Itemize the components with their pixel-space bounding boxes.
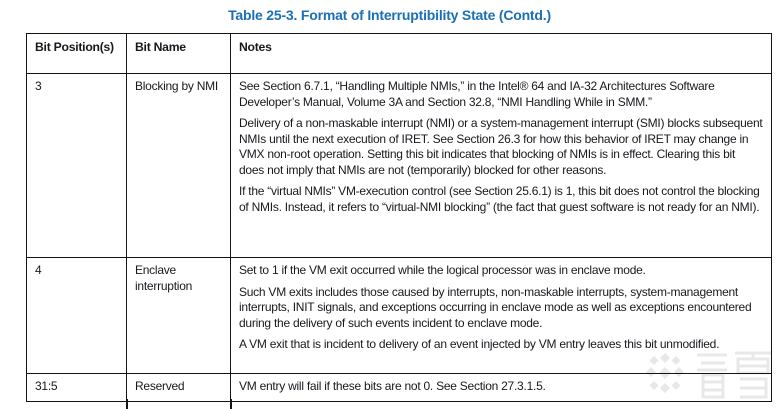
cropped-row-divider xyxy=(126,399,128,409)
note-paragraph: Set to 1 if the VM exit occurred while the logical processor was in enclave mode. xyxy=(239,263,646,277)
note-paragraph: See Section 6.7.1, “Handling Multiple NMIs,” in the Intel® 64 and IA-32 Architectures Software Developer’s Manual, Volume 3A and Section 32.8, “NMI Handling While in SMM.” xyxy=(239,79,715,109)
notes-cell xyxy=(231,74,772,258)
note-paragraph: Delivery of a non-maskable interrupt (NMI) or a system-management interrupt (SMI) blocks subsequent NMIs until the next execution of IRET. See Section 26.3 for how this behavior of IRET may change in VMX non-root operation. Setting this bit indicates that blocking of NMIs is in effect. Clearing this bit does not imply that NMIs are not (temporarily) blocked for other reasons. xyxy=(239,116,763,177)
notes-cell xyxy=(231,258,772,374)
note-paragraph: If the “virtual NMIs” VM-execution control (see Section 25.6.1) is 1, this bit does not control the blocking of NMIs. Instead, it refers to “virtual-NMI blocking” (the fact that guest software is not ready for an NMI). xyxy=(239,184,760,214)
page-title: Table 25-3. Format of Interruptibility State (Contd.) xyxy=(228,7,551,23)
bit-name-cell: Reserved xyxy=(127,374,231,402)
header-bit-name: Bit Name xyxy=(127,34,231,74)
note-paragraph: VM entry will fail if these bits are not 0. See Section 27.3.1.5. xyxy=(239,379,546,393)
bit-name-cell: Enclave interruption xyxy=(127,258,231,374)
table-row-bit-4 xyxy=(27,258,772,374)
notes-cell xyxy=(231,374,772,402)
bit-position-cell: 3 xyxy=(27,74,127,258)
table-row-bit-3 xyxy=(27,74,772,258)
interruptibility-state-table xyxy=(26,33,772,402)
note-paragraph: Such VM exits includes those caused by interrupts, non-maskable interrupts, system-management interrupts, INIT signals, and exceptions occurring in enclave mode as well as exceptions encountered during the delivery of such events incident to enclave mode. xyxy=(239,284,752,330)
bit-position-cell: 31:5 xyxy=(27,374,127,402)
header-notes: Notes xyxy=(231,34,772,74)
note-paragraph: A VM exit that is incident to delivery of an event injected by VM entry leaves this bit unmodified. xyxy=(239,337,720,351)
bit-name-cell: Blocking by NMI xyxy=(127,74,231,258)
bit-position-cell: 4 xyxy=(27,258,127,374)
table-header-row xyxy=(27,34,772,74)
header-bit-position: Bit Position(s) xyxy=(27,34,127,74)
table-row-bits-31-5 xyxy=(27,374,772,402)
cropped-row-divider xyxy=(230,399,232,409)
